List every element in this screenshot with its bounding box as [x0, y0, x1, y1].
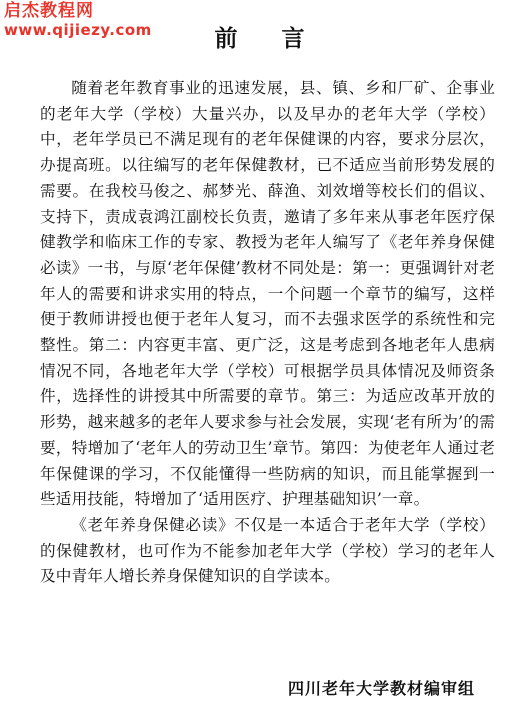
preface-body	[40, 76, 495, 590]
preface-paragraph-1: 随着老年教育事业的迅速发展，县、镇、乡和厂矿、企事业的老年大学（学校）大量兴办，以及早办的老年大学（学校）中，老年学员已不满足现有的老年保健课的内容，要求分层次，办提高班。以往编写的老年保健教材，已不适应当前形势发展的需要。在我校马俊之、郝梦光、薛渔、刘效增等校长们的倡议、支持下，责成袁鸿江副校长负责，邀请了多年来从事老年医疗保健教学和临床工作的专家、教授为老年人编写了《老年养身保健必读》一书，与原‘老年保健’教材不同处是：第一：更强调针对老年人的需要和讲求实用的特点，一个问题一个章节的编写，这样便于教师讲授也便于老年人复习，而不去强求医学的系统性和完整性。第二：内容更丰富、更广泛，这是考虑到各地老年人患病情况不同，各地老年大学（学校）可根据学员具体情况及师资条件，选择性的讲授其中所需要的章节。第三：为适应改革开放的形势，越来越多的老年人要求参与社会发展，实现‘老有所为’的需要，特增加了‘老年人的劳动卫生’章节。第四：为使老年人通过老年保健课的学习，不仅能懂得一些防病的知识，而且能掌握到一些适用技能，特增加了‘适用医疗、护理基础知识’一章。	[40, 79, 495, 509]
watermark-site-url: www.qijiezy.com	[4, 20, 152, 39]
watermark-site-name: 启杰教程网	[4, 1, 94, 21]
editorial-signature: 四川老年大学教材编审组	[287, 679, 475, 698]
preface-paragraph-2: 《老年养身保健必读》不仅是一本适合于老年大学（学校）的保健教材，也可作为不能参加老年大学（学校）学习的老年人及中青年人增长养身保健知识的自学读本。	[40, 515, 495, 586]
page-title: 前 言	[214, 26, 323, 52]
